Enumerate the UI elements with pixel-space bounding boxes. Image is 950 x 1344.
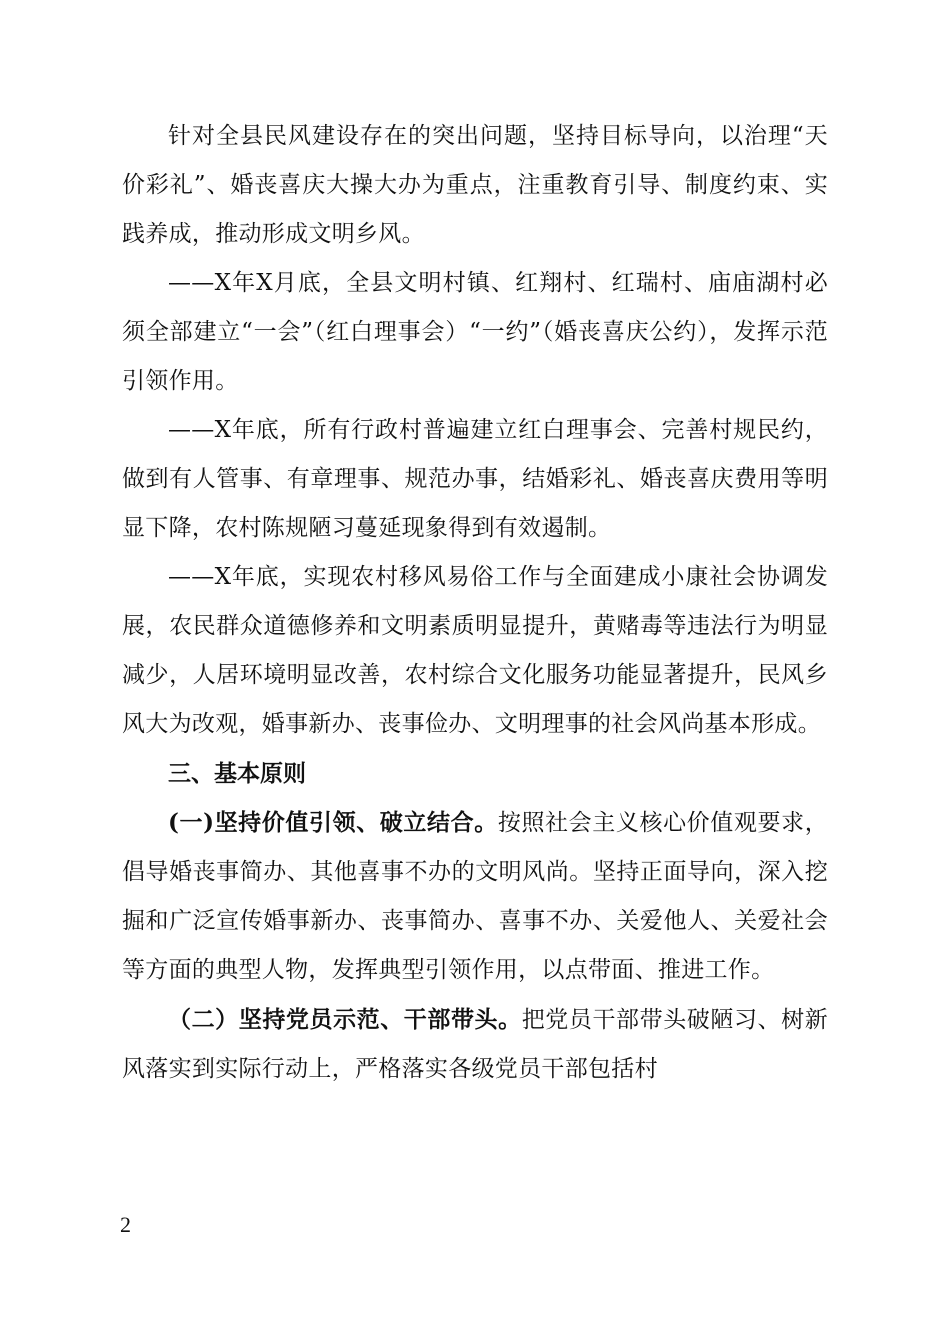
paragraph-goal-1: ——X年X月底，全县文明村镇、红翔村、红瑞村、庙庙湖村必须全部建立“一会”（红白理事会）“一约”（婚丧喜庆公约），发挥示范引领作用。 (122, 270, 828, 394)
principle-2-lead: （二）坚持党员示范、干部带头。 (168, 1006, 522, 1033)
principle-2-text: 把党员干部带头破陋习、树新风落实到实际行动上，严格落实各级党员干部包括村 (122, 1007, 828, 1082)
paragraph-goal-3: ——X年底，实现农村移风易俗工作与全面建成小康社会协调发展，农民群众道德修养和文明素质明显提升，黄赌毒等违法行为明显减少，人居环境明显改善，农村综合文化服务功能显著提升，民风乡风大为改观，婚事新办、丧事俭办、文明理事的社会风尚基本形成。 (122, 564, 828, 737)
page-number: 2 (120, 1212, 131, 1237)
principle-2 (122, 995, 828, 1094)
document-body (122, 112, 828, 1094)
paragraph-intro: 针对全县民风建设存在的突出问题，坚持目标导向，以治理“天价彩礼”、婚丧喜庆大操大办为重点，注重教育引导、制度约束、实践养成，推动形成文明乡风。 (122, 123, 828, 247)
principle-1-lead: (一)坚持价值引领、破立结合。 (168, 809, 498, 836)
principle-1-text: 按照社会主义核心价值观要求，倡导婚丧事简办、其他喜事不办的文明风尚。坚持正面导向，深入挖掘和广泛宣传婚事新办、丧事简办、喜事不办、关爱他人、关爱社会等方面的典型人物，发挥典型引领作用，以点带面、推进工作。 (122, 810, 829, 983)
paragraph-goal-2: ——X年底，所有行政村普遍建立红白理事会、完善村规民约，做到有人管事、有章理事、规范办事，结婚彩礼、婚丧喜庆费用等明显下降，农村陈规陋习蔓延现象得到有效遏制。 (122, 417, 828, 541)
principle-1 (122, 798, 828, 995)
section-heading: 三、基本原则 (168, 760, 306, 787)
